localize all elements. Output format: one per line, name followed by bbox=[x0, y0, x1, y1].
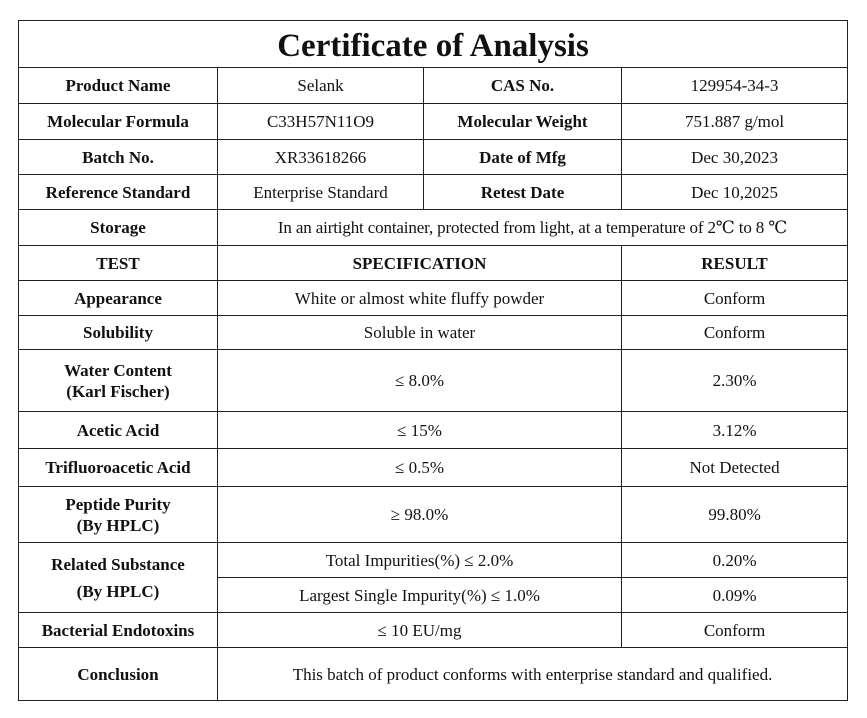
table-row bbox=[19, 316, 848, 350]
page-title: Certificate of Analysis bbox=[19, 21, 848, 68]
table-row bbox=[19, 281, 848, 316]
test-result: 2.30% bbox=[622, 350, 848, 412]
reference-standard-value: Enterprise Standard bbox=[218, 175, 424, 210]
test-result: 99.80% bbox=[622, 487, 848, 543]
test-spec: ≥ 98.0% bbox=[218, 487, 622, 543]
molecular-weight-value: 751.887 g/mol bbox=[622, 104, 848, 140]
storage-label: Storage bbox=[19, 210, 218, 246]
test-name: Solubility bbox=[19, 316, 218, 350]
test-spec: Largest Single Impurity(%) ≤ 1.0% bbox=[218, 578, 622, 613]
table-row bbox=[19, 613, 848, 648]
test-name: Trifluoroacetic Acid bbox=[19, 449, 218, 487]
test-result: 3.12% bbox=[622, 412, 848, 449]
test-name: Acetic Acid bbox=[19, 412, 218, 449]
formula-value: C33H57N11O9 bbox=[218, 104, 424, 140]
conclusion-text: This batch of product conforms with enterprise standard and qualified. bbox=[218, 648, 848, 701]
table-row bbox=[19, 543, 848, 578]
test-spec: Soluble in water bbox=[218, 316, 622, 350]
test-name-line1: Water Content bbox=[64, 360, 172, 380]
test-name-line1: Related Substance bbox=[51, 554, 185, 574]
test-spec: White or almost white fluffy powder bbox=[218, 281, 622, 316]
storage-value bbox=[218, 210, 848, 246]
cas-label: CAS No. bbox=[424, 68, 622, 104]
retest-date-value: Dec 10,2025 bbox=[622, 175, 848, 210]
table-row bbox=[19, 487, 848, 543]
specification-header: SPECIFICATION bbox=[218, 246, 622, 281]
cas-value: 129954-34-3 bbox=[622, 68, 848, 104]
test-name: Appearance bbox=[19, 281, 218, 316]
test-result: Conform bbox=[622, 613, 848, 648]
test-spec: ≤ 15% bbox=[218, 412, 622, 449]
test-result: 0.20% bbox=[622, 543, 848, 578]
test-name-line2: (By HPLC) bbox=[76, 515, 160, 535]
test-name bbox=[19, 487, 218, 543]
formula-label: Molecular Formula bbox=[19, 104, 218, 140]
mfg-date-label: Date of Mfg bbox=[424, 140, 622, 175]
test-result: Conform bbox=[622, 281, 848, 316]
mfg-date-value: Dec 30,2023 bbox=[622, 140, 848, 175]
test-spec: Total Impurities(%) ≤ 2.0% bbox=[218, 543, 622, 578]
test-result: Not Detected bbox=[622, 449, 848, 487]
test-name-line2: (By HPLC) bbox=[76, 581, 160, 601]
test-spec: ≤ 0.5% bbox=[218, 449, 622, 487]
molecular-weight-label: Molecular Weight bbox=[424, 104, 622, 140]
storage-text: In an airtight container, protected from light, at a temperature of 2℃ to 8 ℃ bbox=[277, 218, 788, 237]
table-row bbox=[19, 449, 848, 487]
certificate-table bbox=[18, 20, 848, 701]
test-result: 0.09% bbox=[622, 578, 848, 613]
result-header: RESULT bbox=[622, 246, 848, 281]
batch-label: Batch No. bbox=[19, 140, 218, 175]
test-name-line2: (Karl Fischer) bbox=[66, 381, 170, 401]
test-header: TEST bbox=[19, 246, 218, 281]
test-spec: ≤ 8.0% bbox=[218, 350, 622, 412]
test-name-line1: Peptide Purity bbox=[65, 494, 171, 514]
test-spec: ≤ 10 EU/mg bbox=[218, 613, 622, 648]
table-row bbox=[19, 350, 848, 412]
test-name: Bacterial Endotoxins bbox=[19, 613, 218, 648]
test-name bbox=[19, 350, 218, 412]
reference-standard-label: Reference Standard bbox=[19, 175, 218, 210]
table-row bbox=[19, 412, 848, 449]
test-result: Conform bbox=[622, 316, 848, 350]
batch-value: XR33618266 bbox=[218, 140, 424, 175]
product-name-label: Product Name bbox=[19, 68, 218, 104]
test-name bbox=[19, 543, 218, 613]
retest-date-label: Retest Date bbox=[424, 175, 622, 210]
conclusion-label: Conclusion bbox=[19, 648, 218, 701]
product-name-value: Selank bbox=[218, 68, 424, 104]
